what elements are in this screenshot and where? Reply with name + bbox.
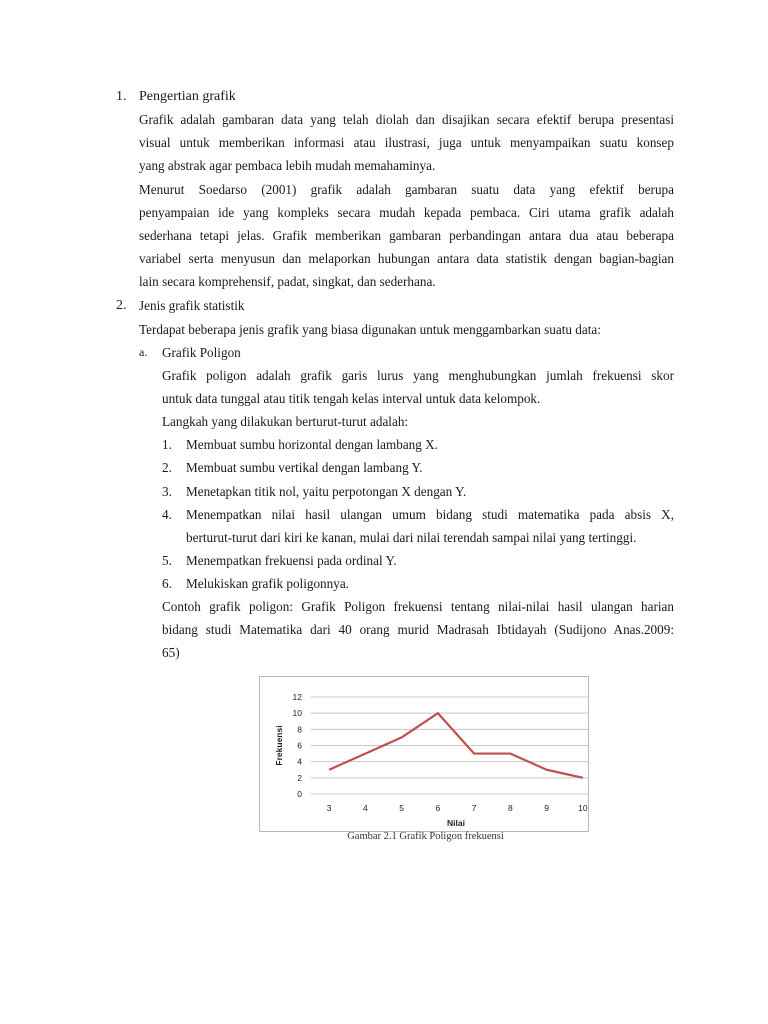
step-text: Menetapkan titik nol, yaitu perpotongan X dengan Y.: [186, 484, 467, 499]
frequency-polygon-chart: [260, 677, 588, 831]
section-2-title: Jenis grafik statistik: [139, 298, 245, 313]
section-1-paragraph-1-line: visual untuk memberikan informasi atau ilustrasi, juga untuk menyampaikan suatu konsep: [139, 135, 674, 150]
chart-frame: [259, 676, 589, 832]
step-text: Membuat sumbu horizontal dengan lambang X.: [186, 437, 438, 452]
step-text: Membuat sumbu vertikal dengan lambang Y.: [186, 460, 423, 475]
step-number: 4.: [162, 507, 172, 522]
step-number: 2.: [162, 460, 172, 475]
poligon-description-line: Grafik poligon adalah grafik garis lurus yang menghubungkan jumlah frekuensi skor: [162, 368, 674, 383]
x-tick-label: 7: [471, 803, 477, 813]
section-1-number: 1.: [116, 89, 127, 104]
y-tick-label: 6: [297, 740, 302, 751]
poligon-figure: [233, 668, 618, 848]
section-1-title: Pengertian grafik: [139, 89, 236, 104]
section-1-paragraph-1-line: Grafik adalah gambaran data yang telah diolah dan disajikan secara efektif berupa presentasi: [139, 112, 674, 127]
y-tick-label: 2: [297, 772, 302, 783]
step-text: berturut-turut dari kiri ke kanan, mulai dari nilai terendah sampai nilai yang tertinggi.: [186, 530, 637, 545]
example-line: bidang studi Matematika dari 40 orang murid Madrasah Ibtidayah (Sudijono Anas.2009:: [162, 622, 674, 637]
step-number: 1.: [162, 437, 172, 452]
x-axis-label: Nilai: [447, 818, 465, 828]
section-2-intro: Terdapat beberapa jenis grafik yang biasa digunakan untuk menggambarkan suatu data:: [139, 322, 601, 337]
section-1-paragraph-2-line: Menurut Soedarso (2001) grafik adalah gambaran suatu data yang efektif berupa: [139, 182, 674, 197]
y-tick-label: 10: [292, 708, 302, 719]
example-line: Contoh grafik poligon: Grafik Poligon frekuensi tentang nilai-nilai hasil ulangan harian: [162, 599, 674, 614]
figure-caption: Gambar 2.1 Grafik Poligon frekuensi: [347, 831, 504, 842]
x-tick-label: 3: [326, 803, 332, 813]
x-tick-label: 5: [399, 803, 404, 813]
step-text: Menempatkan frekuensi pada ordinal Y.: [186, 553, 397, 568]
subsection-a-letter: a.: [139, 345, 148, 359]
step-number: 5.: [162, 553, 172, 568]
x-tick-label: 6: [435, 803, 441, 813]
steps-intro: Langkah yang dilakukan berturut-turut adalah:: [162, 414, 409, 429]
y-tick-label: 12: [292, 692, 302, 702]
y-tick-label: 8: [297, 724, 302, 735]
example-line: 65): [162, 645, 180, 660]
step-text: Melukiskan grafik poligonnya.: [186, 576, 349, 591]
x-tick-label: 9: [544, 803, 549, 813]
section-1-paragraph-2-line: penyampaian ide yang kompleks secara mudah kepada pembaca. Ciri utama grafik adalah: [139, 205, 674, 220]
x-tick-label: 4: [363, 803, 368, 813]
subsection-a-title: Grafik Poligon: [162, 345, 241, 360]
x-tick-label: 8: [508, 803, 513, 813]
poligon-description-line: untuk data tunggal atau titik tengah kelas interval untuk data kelompok.: [162, 391, 541, 406]
section-1-paragraph-1-line: yang abstrak agar pembaca lebih mudah memahaminya.: [139, 158, 436, 173]
y-tick-label: 0: [297, 789, 302, 799]
section-1-paragraph-2-line: sederhana tetapi jelas. Grafik memberikan gambaran perbandingan antara dua atau beberapa: [139, 228, 674, 243]
section-1-paragraph-2-line: variabel serta menyusun dan melaporkan hubungan antara data statistik dengan bagian-bagian: [139, 251, 674, 266]
step-text: Menempatkan nilai hasil ulangan umum bidang studi matematika pada absis X,: [186, 507, 674, 522]
section-1-paragraph-2-line: lain secara komprehensif, padat, singkat, dan sederhana.: [139, 274, 436, 289]
y-axis-label: Frekuensi: [274, 725, 284, 766]
step-number: 3.: [162, 484, 172, 499]
x-tick-label: 10: [578, 803, 588, 813]
section-2-number: 2.: [116, 298, 127, 313]
step-number: 6.: [162, 576, 172, 591]
y-tick-label: 4: [297, 756, 302, 767]
